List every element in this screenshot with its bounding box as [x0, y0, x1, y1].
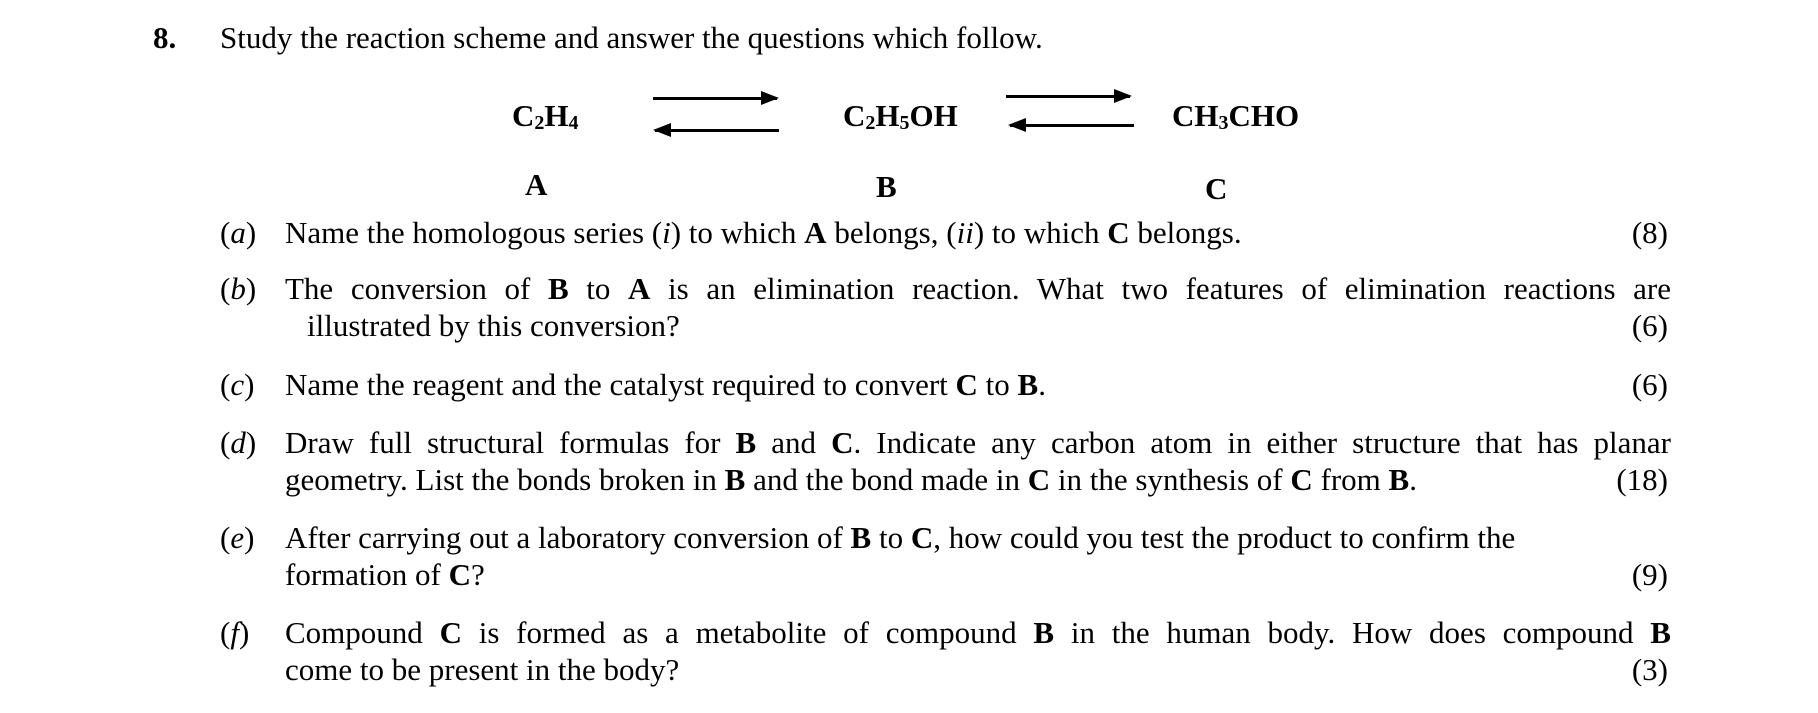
part-f [220, 614, 1670, 688]
compound-b-formula [843, 98, 958, 134]
marks: (9) [1631, 557, 1668, 592]
part-line: Name the homologous series (i) to which A belongs, (ii) to which C belongs. (8) [285, 215, 1668, 250]
compound-ref: C [1290, 462, 1313, 497]
part-letter: (a) [220, 215, 257, 250]
compound-ref: C [831, 425, 854, 460]
sub-part-ref: ii [956, 215, 974, 250]
part-letter: (e) [220, 520, 255, 555]
reverse-arrow-b-to-a [655, 129, 779, 132]
part-b [220, 270, 1670, 344]
part-line: After carrying out a laboratory conversion of B to C, how could you test the product to confirm the [285, 520, 1516, 555]
part-letter: (f) [220, 615, 250, 650]
part-line: The conversion of B to A is an elimination reaction. What two features of elimination reactions are [285, 271, 1671, 306]
marks: (6) [1631, 367, 1668, 402]
compound-b-label: B [876, 169, 897, 204]
part-line: Name the reagent and the catalyst required to convert C to B. (6) [285, 367, 1668, 402]
formula-text: C [843, 98, 866, 133]
question-number: 8. [153, 20, 177, 55]
compound-c-label: C [1205, 171, 1228, 206]
compound-ref: B [1650, 615, 1671, 650]
compound-ref: B [1388, 462, 1410, 497]
compound-ref: C [910, 520, 934, 555]
part-a [220, 214, 1670, 251]
formula-text: H [544, 98, 569, 133]
part-line: formation of C? (9) [285, 557, 1668, 592]
part-d [220, 424, 1670, 498]
compound-ref: B [724, 462, 746, 497]
reverse-arrow-c-to-b [1010, 124, 1134, 127]
part-line: Draw full structural formulas for B and C. Indicate any carbon atom in either structure that has planar [285, 425, 1671, 460]
compound-ref: C [448, 557, 471, 592]
formula-subscript: 2 [534, 112, 545, 134]
part-line: illustrated by this conversion? (6) [307, 308, 1668, 343]
compound-ref: B [1017, 367, 1039, 402]
compound-a-label: A [525, 167, 548, 202]
forward-arrow-a-to-b [653, 97, 777, 100]
compound-a-formula [512, 98, 579, 134]
formula-subscript: 2 [865, 112, 876, 134]
compound-ref: C [1107, 215, 1130, 250]
part-e [220, 519, 1670, 593]
part-letter: (c) [220, 367, 255, 402]
formula-text: C [512, 98, 535, 133]
compound-ref: A [628, 271, 651, 306]
formula-subscript: 5 [899, 112, 910, 134]
formula-text: CH [1172, 98, 1219, 133]
marks: (6) [1631, 308, 1668, 343]
compound-ref: C [1027, 462, 1051, 497]
compound-ref: B [850, 520, 872, 555]
compound-ref: B [735, 425, 757, 460]
part-letter: (b) [220, 271, 257, 306]
compound-ref: C [439, 615, 462, 650]
part-line: geometry. List the bonds broken in B and the bond made in C in the synthesis of C from B. (18) [285, 462, 1668, 497]
compound-ref: B [1033, 615, 1055, 650]
compound-ref: B [547, 271, 569, 306]
part-letter: (d) [220, 425, 257, 460]
marks: (18) [1616, 462, 1668, 497]
part-line: come to be present in the body? (3) [285, 652, 1668, 687]
formula-text: OH [909, 98, 958, 133]
formula-text: CHO [1228, 98, 1300, 133]
compound-ref: A [804, 215, 827, 250]
part-c [220, 366, 1670, 403]
forward-arrow-b-to-c [1006, 95, 1130, 98]
question-intro: Study the reaction scheme and answer the questions which follow. [220, 20, 1043, 55]
formula-text: H [875, 98, 900, 133]
formula-subscript: 4 [568, 112, 579, 134]
marks: (8) [1631, 215, 1668, 250]
compound-ref: C [955, 367, 978, 402]
sub-part-ref: i [662, 215, 671, 250]
part-line: Compound C is formed as a metabolite of compound B in the human body. How does compound B [285, 615, 1671, 650]
formula-subscript: 3 [1218, 112, 1229, 134]
marks: (3) [1631, 652, 1668, 687]
compound-c-formula [1172, 98, 1299, 134]
